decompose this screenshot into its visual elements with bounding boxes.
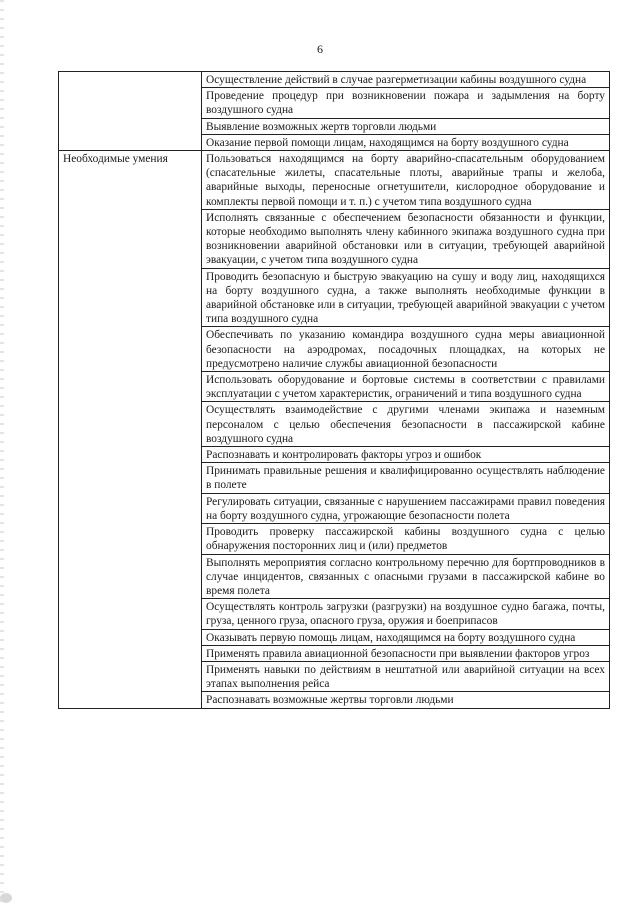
page-number: 6 (317, 42, 323, 56)
table-cell: Выполнять мероприятия согласно контрольному перечню для бортпроводников в случае инцидентов, связанных с опасными грузами в пассажирской кабине во время полета (202, 554, 610, 599)
table-row (59, 151, 610, 210)
table-cell: Принимать правильные решения и квалифицированно осуществлять наблюдение в полете (202, 463, 610, 493)
table-cell: Применять навыки по действиям в нештатной или аварийной ситуации на всех этапах выполнения рейса (202, 661, 610, 691)
empty-label-cell (59, 72, 202, 151)
skills-label-cell: Необходимые умения (59, 151, 202, 709)
scan-edge-artifact (0, 0, 4, 905)
table-cell: Проводить проверку пассажирской кабины воздушного судна с целью обнаружения посторонних лиц и (или) предметов (202, 524, 610, 554)
table-cell: Проводить безопасную и быструю эвакуацию на сушу и воду лиц, находящихся на борту воздушного судна, а также выполнять необходимые функции в аварийной обстановке или в ситуации, требующей аварийной эвакуации с учетом типа воздушного судна (202, 268, 610, 327)
table-cell: Пользоваться находящимся на борту аварийно-спасательным оборудованием (спасательные жилеты, спасательные плоты, аварийные трапы и желоба, аварийные выходы, переносные огнетушители, кислородное оборудование и комплекты первой помощи и т. п.) с учетом типа воздушного судна (202, 151, 610, 210)
table-cell: Выявление возможных жертв торговли людьми (202, 118, 610, 134)
table-cell: Распознавать и контролировать факторы угроз и ошибок (202, 447, 610, 463)
competency-table (58, 71, 610, 709)
table-cell: Оказание первой помощи лицам, находящимся на борту воздушного судна (202, 134, 610, 150)
table-cell: Распознавать возможные жертвы торговли людьми (202, 692, 610, 708)
table-cell: Применять правила авиационной безопасности при выявлении факторов угроз (202, 645, 610, 661)
table-cell: Проведение процедур при возникновении пожара и задымления на борту воздушного судна (202, 88, 610, 118)
table-cell: Регулировать ситуации, связанные с нарушением пассажирами правил поведения на борту воздушного судна, угрожающие безопасности полета (202, 493, 610, 523)
table-cell: Использовать оборудование и бортовые системы в соответствии с правилами эксплуатации с учетом характеристик, ограничений и типа воздушного судна (202, 372, 610, 402)
table-cell: Осуществление действий в случае разгерметизации кабины воздушного судна (202, 72, 610, 88)
table-cell: Оказывать первую помощь лицам, находящимся на борту воздушного судна (202, 629, 610, 645)
table-cell: Исполнять связанные с обеспечением безопасности обязанности и функции, которые необходимо выполнять члену кабинного экипажа воздушного судна при возникновении аварийной обстановки или в ситуации, требующей аварийной эвакуации, с учетом типа воздушного судна (202, 209, 610, 268)
scan-hole-artifact (0, 893, 12, 903)
table-row (59, 72, 610, 88)
table-cell: Обеспечивать по указанию командира воздушного судна меры авиационной безопасности на аэродромах, посадочных площадках, на которых не предусмотрено наличие службы авиационной безопасности (202, 327, 610, 372)
table-cell: Осуществлять контроль загрузки (разгрузки) на воздушное судно багажа, почты, груза, ценного груза, опасного груза, оружия и боеприпасов (202, 599, 610, 629)
table-cell: Осуществлять взаимодействие с другими членами экипажа и наземным персоналом с целью обеспечения безопасности в пассажирской кабине воздушного судна (202, 402, 610, 447)
